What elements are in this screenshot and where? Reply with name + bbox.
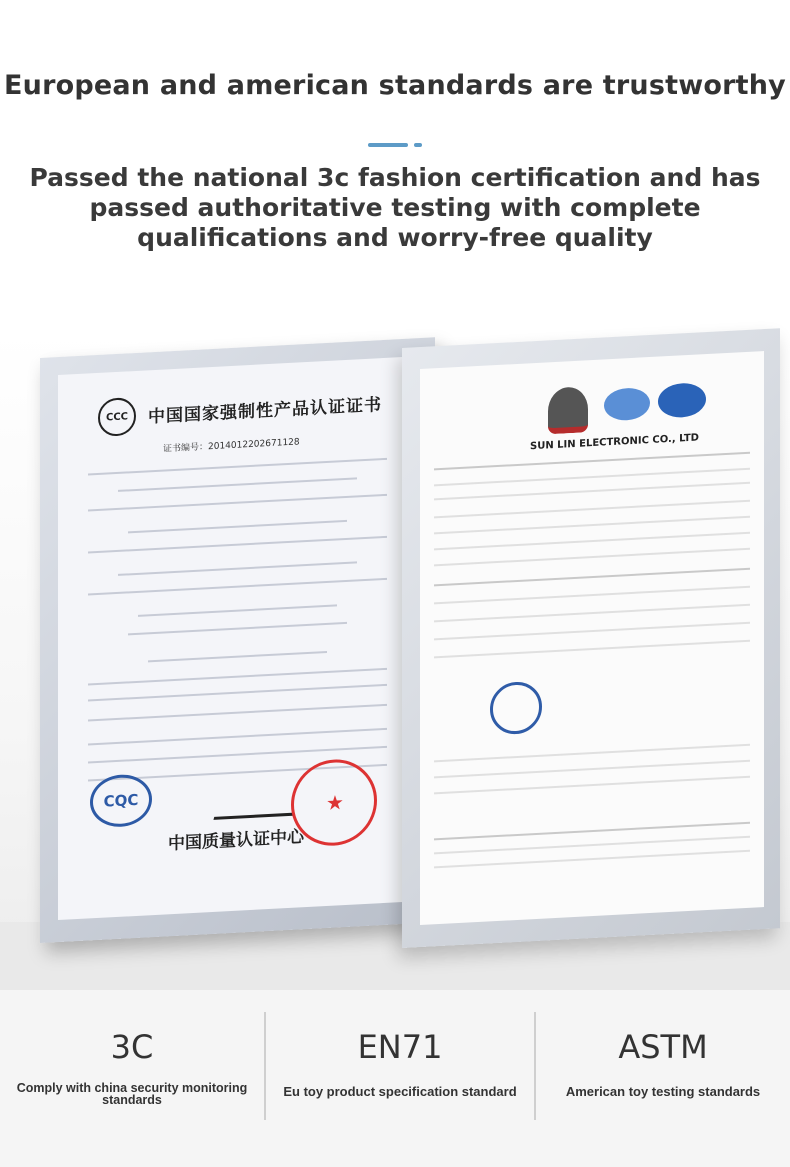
test-report [420, 351, 764, 925]
text-line [434, 516, 750, 535]
standard-name: 3C [110, 1028, 154, 1066]
standards-row [0, 990, 790, 1167]
text-line [434, 482, 750, 501]
text-line [148, 651, 327, 662]
text-line [128, 622, 347, 635]
text-line [88, 668, 387, 686]
signature-mark [213, 781, 302, 820]
page-title: European and american standards are trustworthy [4, 70, 786, 101]
text-line [434, 850, 750, 869]
standard-en71 [266, 990, 534, 1167]
certificate-title: 中国国家强制性产品认证证书 [148, 395, 382, 428]
text-line [88, 728, 387, 746]
standard-name: EN71 [357, 1028, 443, 1066]
standard-description: American toy testing standards [565, 1084, 761, 1099]
text-line [434, 640, 750, 659]
standard-3c [0, 990, 264, 1167]
page-subtitle: Passed the national 3c fashion certification and has passed authoritative testing with complete qualifications and worry-free quality [29, 163, 761, 252]
bureau-veritas-logo-icon [548, 386, 588, 434]
ccc-certificate-frame [40, 337, 435, 943]
text-line [434, 744, 750, 763]
text-line [118, 561, 357, 576]
standard-description: Comply with china security monitoring standards [16, 1081, 248, 1107]
accent-bar [368, 143, 408, 147]
text-line [88, 494, 387, 512]
text-line [138, 604, 337, 616]
text-line [88, 536, 387, 554]
blue-seal-icon [490, 681, 542, 736]
standard-name: ASTM [618, 1028, 708, 1066]
text-line [434, 452, 750, 471]
text-line [88, 578, 387, 596]
text-line [434, 586, 750, 605]
text-line [128, 520, 347, 533]
issuer-name: 中国质量认证中心 [168, 827, 304, 855]
standard-description: Eu toy product specification standard [283, 1084, 517, 1099]
cqc-logo-icon: CQC [90, 773, 152, 828]
report-company: SUN LIN ELECTRONIC CO., LTD [530, 432, 699, 453]
text-line [434, 532, 750, 551]
text-line [434, 622, 750, 641]
text-line [88, 684, 387, 702]
text-line [434, 568, 750, 587]
ccc-logo-icon: CCC [98, 397, 136, 437]
ccc-certificate [58, 356, 417, 920]
header-section [0, 0, 790, 330]
text-line [118, 477, 357, 492]
text-line [88, 458, 387, 476]
text-line [434, 500, 750, 519]
test-report-frame [402, 328, 780, 948]
text-line [88, 704, 387, 722]
text-line [434, 760, 750, 779]
ilac-mra-logo-icon [604, 387, 650, 421]
cnas-logo-icon [658, 382, 706, 419]
text-line [434, 776, 750, 795]
standard-astm [536, 990, 790, 1167]
accent-dot [414, 143, 422, 147]
text-line [434, 604, 750, 623]
text-line [434, 548, 750, 567]
certificate-number: 证书编号：2014012202671128 [163, 437, 300, 455]
